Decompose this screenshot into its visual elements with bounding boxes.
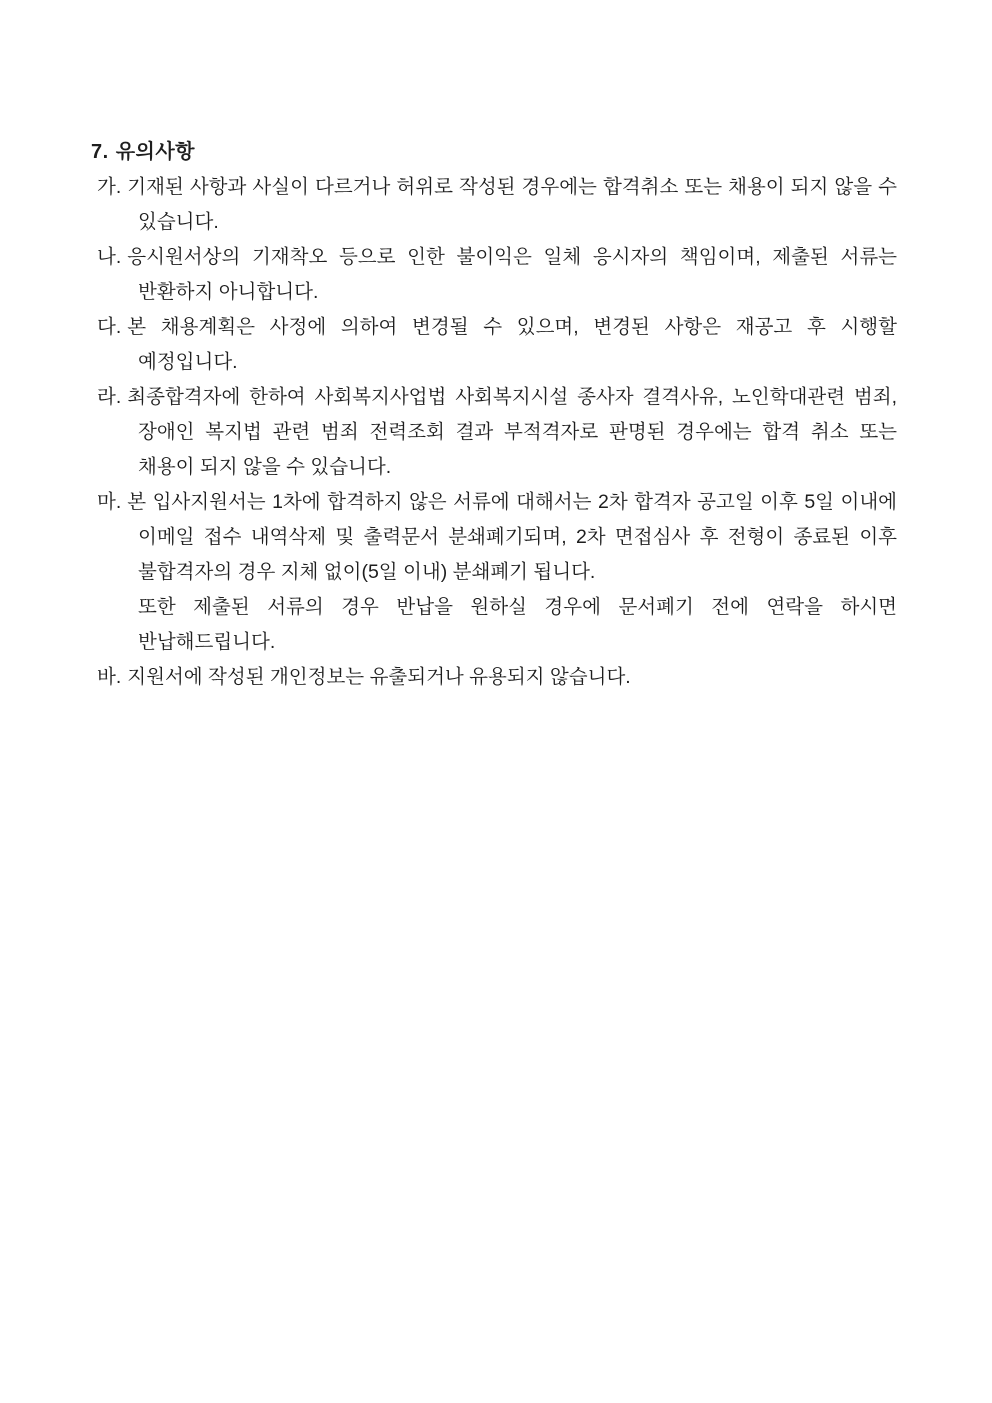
section-title: 유의사항	[115, 141, 195, 163]
section-heading	[91, 135, 897, 170]
item-text-da: 본 채용계획은 사정에 의하여 변경될 수 있으며, 변경된 사항은 재공고 후 시행할 예정입니다.	[127, 316, 897, 373]
notice-item-da	[91, 310, 897, 380]
item-label-ra: 라.	[97, 386, 122, 408]
item-text-na: 응시원서상의 기재착오 등으로 인한 불이익은 일체 응시자의 책임이며, 제출된 서류는 반환하지 아니합니다.	[127, 246, 897, 303]
notice-section	[0, 0, 992, 695]
item-label-ba: 바.	[97, 666, 122, 688]
notice-item-ma	[91, 485, 897, 590]
item-text-ba: 지원서에 작성된 개인정보는 유출되거나 유용되지 않습니다.	[127, 666, 631, 688]
notice-item-ra	[91, 380, 897, 485]
item-text-ma: 본 입사지원서는 1차에 합격하지 않은 서류에 대해서는 2차 합격자 공고일 이후 5일 이내에 이메일 접수 내역삭제 및 출력문서 분쇄폐기되며, 2차 면접심사 후 전형이 종료된 이후 불합격자의 경우 지체 없이(5일 이내) 분쇄폐기 됩니다.	[127, 491, 897, 583]
section-number: 7.	[91, 141, 109, 163]
item-label-na: 나.	[97, 246, 122, 268]
item-label-ma: 마.	[97, 491, 122, 513]
notice-item-ma-note: 또한 제출된 서류의 경우 반납을 원하실 경우에 문서폐기 전에 연락을 하시면 반납해드립니다.	[138, 596, 898, 653]
notice-item-ba	[91, 660, 897, 695]
notice-item-ga	[91, 170, 897, 240]
item-label-da: 다.	[97, 316, 122, 338]
item-text-ga: 기재된 사항과 사실이 다르거나 허위로 작성된 경우에는 합격취소 또는 채용이 되지 않을 수 있습니다.	[127, 176, 897, 233]
notice-item-na	[91, 240, 897, 310]
item-text-ra: 최종합격자에 한하여 사회복지사업법 사회복지시설 종사자 결격사유, 노인학대관련 범죄, 장애인 복지법 관련 범죄 전력조회 결과 부적격자로 판명된 경우에는 합격 취소 또는 채용이 되지 않을 수 있습니다.	[127, 386, 897, 478]
item-label-ga: 가.	[97, 176, 122, 198]
